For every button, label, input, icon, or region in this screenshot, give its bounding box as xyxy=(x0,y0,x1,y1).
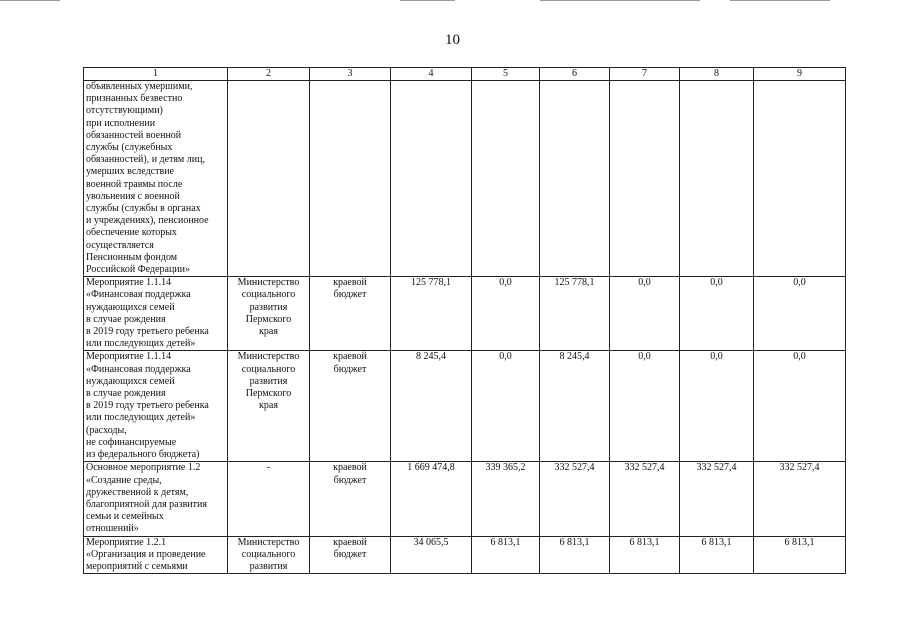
table-row xyxy=(84,81,846,277)
event-name-cell-line: Мероприятие 1.1.14 xyxy=(86,277,172,289)
amount-cell: 0,0 xyxy=(610,351,680,462)
funding-source-cell-line: краевой xyxy=(333,462,367,474)
amount-cell: 0,0 xyxy=(610,277,680,351)
amount-cell xyxy=(391,81,472,277)
event-name-cell xyxy=(84,277,228,351)
scan-edge-line xyxy=(730,0,830,1)
column-header: 3 xyxy=(310,68,391,81)
executor-cell-line: Министерство xyxy=(237,536,300,548)
event-name-cell-line: обеспечение которых xyxy=(86,227,177,239)
column-header: 6 xyxy=(540,68,610,81)
event-name-cell-line: нуждающихся семей xyxy=(86,375,175,387)
amount-cell xyxy=(754,81,846,277)
amount-cell: 0,0 xyxy=(472,277,540,351)
executor-cell xyxy=(228,462,310,536)
event-name-cell-line: (расходы, xyxy=(86,424,127,436)
event-name-cell-line: «Создание среды, xyxy=(86,474,162,486)
event-name-cell-line: «Финансовая поддержка xyxy=(86,363,191,375)
funding-source-cell-line: бюджет xyxy=(333,289,367,301)
amount-cell: 6 813,1 xyxy=(540,536,610,574)
funding-source-cell xyxy=(310,277,391,351)
amount-cell: 6 813,1 xyxy=(472,536,540,574)
table-body xyxy=(84,81,846,574)
event-name-cell-line: нуждающихся семей xyxy=(86,301,175,313)
event-name-cell-line: «Финансовая поддержка xyxy=(86,289,191,301)
amount-cell: 0,0 xyxy=(472,351,540,462)
event-name-cell-line: дружественной к детям, xyxy=(86,486,189,498)
amount-cell: 1 669 474,8 xyxy=(391,462,472,536)
executor-cell-line: Министерство xyxy=(237,351,300,363)
table-header-row xyxy=(84,68,846,81)
amount-cell: 0,0 xyxy=(680,277,754,351)
executor-cell-line: развития xyxy=(249,560,288,572)
event-name-cell-line: «Организация и проведение xyxy=(86,548,206,560)
executor-cell xyxy=(228,81,310,277)
event-name-cell-line: мероприятий с семьями xyxy=(86,560,188,572)
column-header: 7 xyxy=(610,68,680,81)
executor-cell-line: развития xyxy=(249,375,288,387)
column-header: 2 xyxy=(228,68,310,81)
event-name-cell-line: семьи и семейных xyxy=(86,511,164,523)
event-name-cell-line: умерших вследствие xyxy=(86,166,174,178)
executor-cell-line: края xyxy=(259,326,278,338)
executor-cell-line: социального xyxy=(241,548,296,560)
funding-source-cell-line: бюджет xyxy=(333,363,367,375)
amount-cell: 332 527,4 xyxy=(540,462,610,536)
event-name-cell-line: службы (службы в органах xyxy=(86,203,201,215)
amount-cell: 0,0 xyxy=(680,351,754,462)
amount-cell: 8 245,4 xyxy=(391,351,472,462)
event-name-cell-line: осуществляется xyxy=(86,239,154,251)
event-name-cell-line: в 2019 году третьего ребенка xyxy=(86,326,209,338)
amount-cell xyxy=(610,81,680,277)
event-name-cell-line: не софинансируемые xyxy=(86,436,177,448)
amount-cell: 0,0 xyxy=(754,277,846,351)
funding-source-cell-line: бюджет xyxy=(333,548,367,560)
executor-cell-line: Министерство xyxy=(237,277,300,289)
column-header: 8 xyxy=(680,68,754,81)
table-row xyxy=(84,536,846,574)
event-name-cell-line: из федерального бюджета) xyxy=(86,449,200,461)
event-name-cell-line: Российской Федерации» xyxy=(86,264,191,276)
executor-cell-line: развития xyxy=(249,301,288,313)
table-row xyxy=(84,277,846,351)
amount-cell: 339 365,2 xyxy=(472,462,540,536)
event-name-cell-line: службы (служебных xyxy=(86,142,173,154)
executor-cell-line: социального xyxy=(241,363,296,375)
event-name-cell-line: объявленных умершими, xyxy=(86,81,193,92)
event-name-cell-line: признанных безвестно xyxy=(86,93,183,105)
executor-cell xyxy=(228,536,310,574)
amount-cell: 6 813,1 xyxy=(754,536,846,574)
scan-edge-line xyxy=(400,0,455,1)
event-name-cell-line: Пенсионным фондом xyxy=(86,251,178,263)
event-name-cell-line: Основное мероприятие 1.2 xyxy=(86,462,201,474)
amount-cell: 125 778,1 xyxy=(540,277,610,351)
amount-cell: 6 813,1 xyxy=(610,536,680,574)
funding-source-cell-line: краевой xyxy=(333,277,367,289)
amount-cell xyxy=(472,81,540,277)
column-header: 4 xyxy=(391,68,472,81)
page-number: 10 xyxy=(445,32,460,48)
event-name-cell-line: отношений» xyxy=(86,523,139,535)
event-name-cell-line: военной травмы после xyxy=(86,178,183,190)
event-name-cell-line: отсутствующими) xyxy=(86,105,163,117)
event-name-cell-line: в 2019 году третьего ребенка xyxy=(86,400,209,412)
funding-source-cell-line: бюджет xyxy=(333,474,367,486)
table-row xyxy=(84,462,846,536)
column-header: 1 xyxy=(84,68,228,81)
column-header: 9 xyxy=(754,68,846,81)
event-name-cell xyxy=(84,81,228,277)
event-name-cell-line: Мероприятие 1.1.14 xyxy=(86,351,172,363)
event-name-cell xyxy=(84,462,228,536)
event-name-cell-line: Мероприятие 1.2.1 xyxy=(86,536,167,548)
event-name-cell-line: при исполнении xyxy=(86,117,156,129)
amount-cell: 332 527,4 xyxy=(610,462,680,536)
amount-cell: 8 245,4 xyxy=(540,351,610,462)
event-name-cell-line: обязанностей военной xyxy=(86,129,182,141)
table-row xyxy=(84,351,846,462)
executor-cell-line: - xyxy=(266,462,271,474)
funding-source-cell-line: краевой xyxy=(333,351,367,363)
executor-cell-line: Пермского xyxy=(245,388,292,400)
scan-edge-line xyxy=(540,0,700,1)
scan-edge-line xyxy=(0,0,60,1)
event-name-cell xyxy=(84,351,228,462)
event-name-cell-line: или последующих детей» xyxy=(86,338,196,350)
funding-source-cell-line: краевой xyxy=(333,536,367,548)
executor-cell-line: края xyxy=(259,400,278,412)
budget-table xyxy=(83,67,846,574)
event-name-cell-line: в случае рождения xyxy=(86,313,166,325)
column-header: 5 xyxy=(472,68,540,81)
amount-cell: 6 813,1 xyxy=(680,536,754,574)
executor-cell-line: Пермского xyxy=(245,313,292,325)
event-name-cell-line: увольнения с военной xyxy=(86,190,180,202)
amount-cell: 332 527,4 xyxy=(680,462,754,536)
funding-source-cell xyxy=(310,351,391,462)
event-name-cell-line: обязанностей), и детям лиц, xyxy=(86,154,205,166)
funding-source-cell xyxy=(310,536,391,574)
amount-cell xyxy=(680,81,754,277)
amount-cell: 332 527,4 xyxy=(754,462,846,536)
event-name-cell-line: и учреждениях), пенсионное xyxy=(86,215,209,227)
amount-cell: 34 065,5 xyxy=(391,536,472,574)
event-name-cell xyxy=(84,536,228,574)
executor-cell-line: социального xyxy=(241,289,296,301)
event-name-cell-line: или последующих детей» xyxy=(86,412,196,424)
executor-cell xyxy=(228,351,310,462)
event-name-cell-line: в случае рождения xyxy=(86,388,166,400)
executor-cell xyxy=(228,277,310,351)
event-name-cell-line: благоприятной для развития xyxy=(86,498,207,510)
funding-source-cell xyxy=(310,81,391,277)
amount-cell xyxy=(540,81,610,277)
amount-cell: 125 778,1 xyxy=(391,277,472,351)
funding-source-cell xyxy=(310,462,391,536)
amount-cell: 0,0 xyxy=(754,351,846,462)
